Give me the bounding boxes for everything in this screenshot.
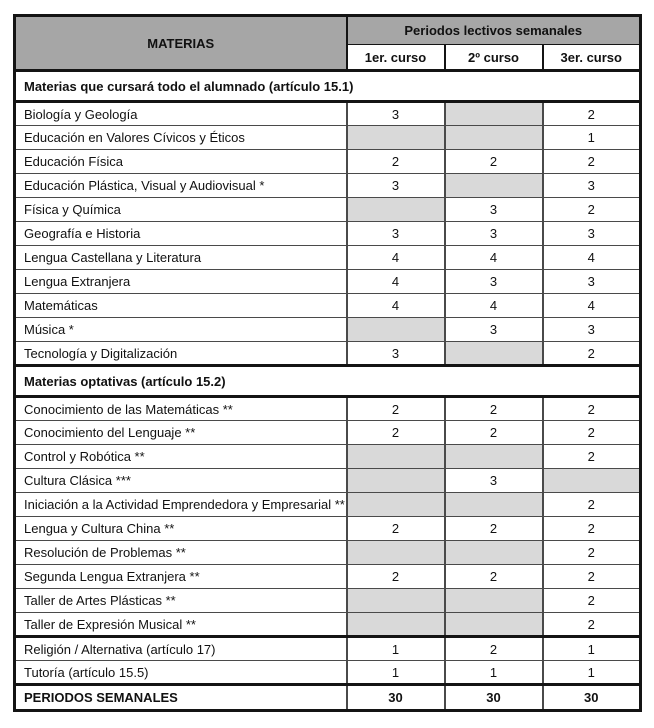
period-value: 3 — [445, 222, 543, 246]
table-row — [15, 246, 641, 270]
period-value: 2 — [543, 445, 641, 469]
table-row — [15, 198, 641, 222]
subject-label: Cultura Clásica *** — [15, 469, 347, 493]
period-value: 2 — [347, 150, 445, 174]
shaded-cell — [347, 126, 445, 150]
table-row — [15, 342, 641, 366]
table-row — [15, 613, 641, 637]
table-row — [15, 150, 641, 174]
period-value: 3 — [347, 342, 445, 366]
shaded-cell — [445, 613, 543, 637]
period-value: 4 — [543, 294, 641, 318]
period-value: 2 — [347, 565, 445, 589]
period-value: 1 — [543, 661, 641, 685]
table-row — [15, 294, 641, 318]
shaded-cell — [445, 589, 543, 613]
shaded-cell — [445, 102, 543, 126]
shaded-cell — [347, 589, 445, 613]
table-row — [15, 565, 641, 589]
period-value: 3 — [445, 198, 543, 222]
period-value: 3 — [347, 102, 445, 126]
period-value: 30 — [543, 685, 641, 711]
subject-label: Control y Robótica ** — [15, 445, 347, 469]
subject-label: Lengua Castellana y Literatura — [15, 246, 347, 270]
subject-label: Geografía e Historia — [15, 222, 347, 246]
shaded-cell — [347, 613, 445, 637]
subject-label: Taller de Expresión Musical ** — [15, 613, 347, 637]
shaded-cell — [445, 126, 543, 150]
shaded-cell — [445, 493, 543, 517]
subject-label: Matemáticas — [15, 294, 347, 318]
period-value: 2 — [543, 541, 641, 565]
subject-label: Conocimiento de las Matemáticas ** — [15, 397, 347, 421]
period-value: 2 — [543, 421, 641, 445]
period-value: 4 — [347, 246, 445, 270]
subject-label: Iniciación a la Actividad Emprendedora y Empresarial ** — [15, 493, 347, 517]
period-value: 4 — [543, 246, 641, 270]
period-value: 2 — [543, 517, 641, 541]
period-value: 2 — [445, 150, 543, 174]
table-row — [15, 102, 641, 126]
subject-label: Conocimiento del Lenguaje ** — [15, 421, 347, 445]
period-value: 2 — [543, 198, 641, 222]
period-value: 2 — [445, 517, 543, 541]
period-value: 2 — [543, 493, 641, 517]
period-value: 2 — [445, 421, 543, 445]
subject-label: Biología y Geología — [15, 102, 347, 126]
subject-label: Educación en Valores Cívicos y Éticos — [15, 126, 347, 150]
header-row-group — [15, 16, 641, 45]
subject-label: Religión / Alternativa (artículo 17) — [15, 637, 347, 661]
period-value: 2 — [445, 637, 543, 661]
period-value: 3 — [543, 318, 641, 342]
period-value: 2 — [543, 150, 641, 174]
section-title: Materias que cursará todo el alumnado (artículo 15.1) — [15, 71, 641, 102]
period-value: 3 — [445, 469, 543, 493]
table-row — [15, 397, 641, 421]
subject-label: Educación Plástica, Visual y Audiovisual * — [15, 174, 347, 198]
period-value: 2 — [543, 613, 641, 637]
course-header: 1er. curso — [347, 45, 445, 71]
period-value: 1 — [347, 661, 445, 685]
period-value: 2 — [543, 342, 641, 366]
period-value: 2 — [445, 397, 543, 421]
shaded-cell — [445, 174, 543, 198]
shaded-cell — [445, 342, 543, 366]
period-value: 2 — [347, 397, 445, 421]
period-value: 4 — [445, 246, 543, 270]
table-row — [15, 637, 641, 661]
period-value: 3 — [347, 222, 445, 246]
period-value: 1 — [445, 661, 543, 685]
period-value: 3 — [347, 174, 445, 198]
shaded-cell — [347, 541, 445, 565]
subject-label: Educación Física — [15, 150, 347, 174]
shaded-cell — [347, 318, 445, 342]
shaded-cell — [347, 198, 445, 222]
period-value: 1 — [543, 126, 641, 150]
period-value: 2 — [543, 397, 641, 421]
table-row — [15, 493, 641, 517]
materias-header: MATERIAS — [15, 16, 347, 71]
period-value: 1 — [543, 637, 641, 661]
period-value: 2 — [347, 421, 445, 445]
shaded-cell — [445, 445, 543, 469]
period-value: 3 — [445, 270, 543, 294]
period-value: 3 — [543, 222, 641, 246]
subject-label: Lengua y Cultura China ** — [15, 517, 347, 541]
subject-label: Segunda Lengua Extranjera ** — [15, 565, 347, 589]
subject-label: Lengua Extranjera — [15, 270, 347, 294]
period-value: 3 — [543, 174, 641, 198]
table-row — [15, 318, 641, 342]
table-row — [15, 517, 641, 541]
table-row — [15, 270, 641, 294]
course-header: 2º curso — [445, 45, 543, 71]
subject-label: Música * — [15, 318, 347, 342]
shaded-cell — [543, 469, 641, 493]
period-value: 2 — [543, 102, 641, 126]
subject-label: Física y Química — [15, 198, 347, 222]
period-value: 3 — [543, 270, 641, 294]
table-row — [15, 469, 641, 493]
period-value: 4 — [445, 294, 543, 318]
subject-label: Tecnología y Digitalización — [15, 342, 347, 366]
table-header — [15, 16, 641, 71]
subject-label: Tutoría (artículo 15.5) — [15, 661, 347, 685]
period-value: 4 — [347, 294, 445, 318]
table-row — [15, 541, 641, 565]
table-row — [15, 661, 641, 685]
table-row — [15, 421, 641, 445]
course-header: 3er. curso — [543, 45, 641, 71]
total-label: PERIODOS SEMANALES — [15, 685, 347, 711]
period-value: 30 — [347, 685, 445, 711]
table-row — [15, 445, 641, 469]
shaded-cell — [347, 493, 445, 517]
table-row — [15, 174, 641, 198]
period-value: 2 — [445, 565, 543, 589]
periods-group-header: Periodos lectivos semanales — [347, 16, 641, 45]
section-title: Materias optativas (artículo 15.2) — [15, 366, 641, 397]
period-value: 4 — [347, 270, 445, 294]
period-value: 2 — [347, 517, 445, 541]
period-value: 30 — [445, 685, 543, 711]
period-value: 2 — [543, 565, 641, 589]
schedule-table — [13, 14, 642, 712]
section-row — [15, 366, 641, 397]
shaded-cell — [445, 541, 543, 565]
table-row — [15, 589, 641, 613]
table-body — [15, 71, 641, 711]
period-value: 3 — [445, 318, 543, 342]
period-value: 2 — [543, 589, 641, 613]
subject-label: Resolución de Problemas ** — [15, 541, 347, 565]
shaded-cell — [347, 469, 445, 493]
table-row — [15, 222, 641, 246]
shaded-cell — [347, 445, 445, 469]
total-row — [15, 685, 641, 711]
period-value: 1 — [347, 637, 445, 661]
section-row — [15, 71, 641, 102]
subject-label: Taller de Artes Plásticas ** — [15, 589, 347, 613]
table-row — [15, 126, 641, 150]
